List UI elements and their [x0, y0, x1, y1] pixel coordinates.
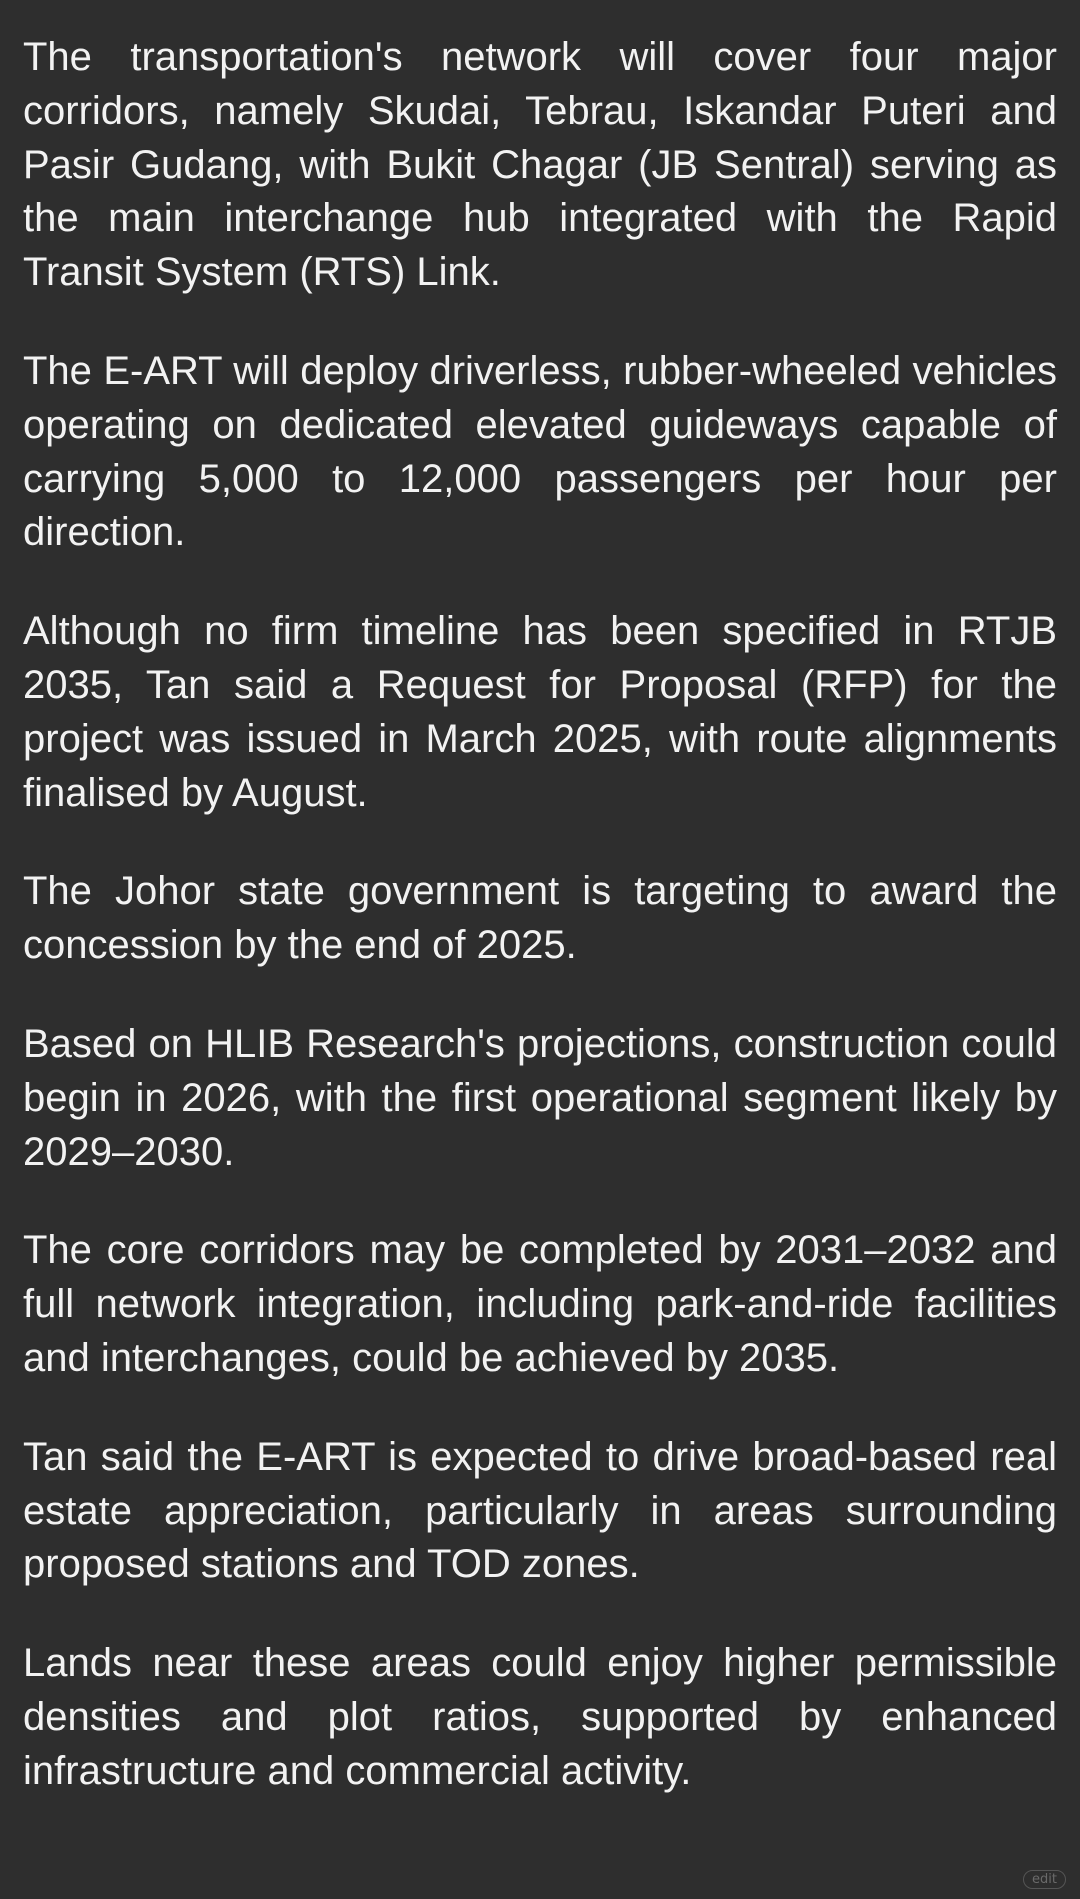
paragraph-core-corridors: The core corridors may be completed by 2031–2032 and full network integration, including park-and-ride facilities and interchanges, could be achieved by 2035.: [23, 1228, 1057, 1380]
paragraph-concession-award: The Johor state government is targeting to award the concession by the end of 2025.: [23, 869, 1057, 968]
paragraph-real-estate: Tan said the E-ART is expected to drive broad-based real estate appreciation, particularly in areas surrounding proposed stations and TOD zones.: [23, 1434, 1057, 1587]
paragraph-land-density: Lands near these areas could enjoy higher permissible densities and plot ratios, supported by enhanced infrastructure and commercial activity.: [23, 1641, 1057, 1793]
paragraph-rfp-timeline: Although no firm timeline has been specified in RTJB 2035, Tan said a Request for Proposal (RFP) for the project was issued in March 2025, with route alignments finalised by August.: [23, 609, 1057, 815]
paragraph-vehicle-capacity: The E-ART will deploy driverless, rubber-wheeled vehicles operating on dedicated elevated guideways capable of carrying 5,000 to 12,000 passengers per hour per direction.: [23, 348, 1057, 555]
article-body: [23, 31, 1057, 1844]
paragraph-network-corridors: The transportation's network will cover four major corridors, namely Skudai, Tebrau, Iskandar Puteri and Pasir Gudang, with Bukit Chagar (JB Sentral) serving as the main interchange hub integrated with the Rapid Transit System (RTS) Link.: [23, 35, 1057, 295]
watermark-badge: edit: [1023, 1870, 1066, 1889]
paragraph-construction-start: Based on HLIB Research's projections, construction could begin in 2026, with the first operational segment likely by 2029–2030.: [23, 1021, 1057, 1174]
